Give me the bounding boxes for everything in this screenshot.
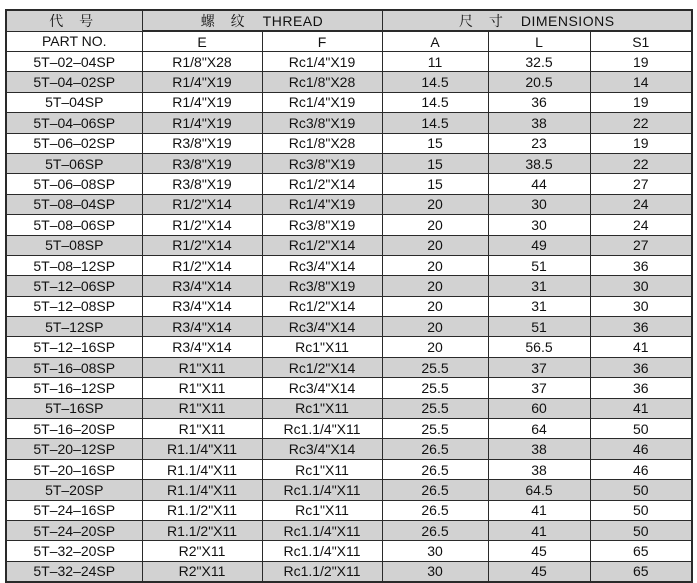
thread-e-cell: R3/4"X14 <box>142 276 262 296</box>
part-no-cell: 5T–08–12SP <box>6 255 142 275</box>
dim-a-cell: 14.5 <box>382 72 488 92</box>
dim-l-cell: 41 <box>488 520 590 540</box>
part-no-cell: 5T–08–06SP <box>6 215 142 235</box>
dim-s1-cell: 50 <box>590 419 692 439</box>
part-no-cell: 5T–04–06SP <box>6 113 142 133</box>
dim-s1-cell: 36 <box>590 378 692 398</box>
dim-a-cell: 26.5 <box>382 439 488 459</box>
dim-s1-cell: 19 <box>590 133 692 153</box>
table-row <box>6 153 692 173</box>
dim-s1-cell: 65 <box>590 541 692 561</box>
thread-e-cell: R3/8"X19 <box>142 133 262 153</box>
thread-e-cell: R3/4"X14 <box>142 296 262 316</box>
thread-en-label: THREAD <box>262 12 324 29</box>
col-l-header: L <box>488 31 590 52</box>
thread-f-cell: Rc3/4"X14 <box>262 255 382 275</box>
dim-a-cell: 20 <box>382 194 488 214</box>
dim-l-cell: 38.5 <box>488 153 590 173</box>
thread-f-cell: Rc3/8"X19 <box>262 113 382 133</box>
dim-a-cell: 20 <box>382 235 488 255</box>
dim-s1-cell: 36 <box>590 317 692 337</box>
dim-l-cell: 51 <box>488 317 590 337</box>
dim-l-cell: 38 <box>488 439 590 459</box>
thread-f-cell: Rc1/4"X19 <box>262 194 382 214</box>
table-row <box>6 296 692 316</box>
thread-f-cell: Rc1"X11 <box>262 500 382 520</box>
thread-e-cell: R1/4"X19 <box>142 92 262 112</box>
dim-l-cell: 30 <box>488 194 590 214</box>
dim-l-cell: 45 <box>488 541 590 561</box>
table-body <box>6 52 692 583</box>
dim-s1-cell: 19 <box>590 52 692 72</box>
dim-a-cell: 15 <box>382 133 488 153</box>
table-row <box>6 520 692 540</box>
dim-l-cell: 36 <box>488 92 590 112</box>
thread-e-cell: R2"X11 <box>142 561 262 582</box>
thread-e-cell: R3/8"X19 <box>142 174 262 194</box>
col-f-header: F <box>262 31 382 52</box>
thread-e-cell: R1"X11 <box>142 378 262 398</box>
dim-l-cell: 23 <box>488 133 590 153</box>
col-e-header: E <box>142 31 262 52</box>
dimensions-group-header <box>382 10 692 31</box>
thread-e-cell: R1/2"X14 <box>142 255 262 275</box>
thread-e-cell: R1.1/4"X11 <box>142 459 262 479</box>
thread-e-cell: R1/4"X19 <box>142 72 262 92</box>
thread-f-cell: Rc1/8"X28 <box>262 133 382 153</box>
thread-f-cell: Rc3/4"X14 <box>262 439 382 459</box>
dim-l-cell: 64.5 <box>488 480 590 500</box>
dim-l-cell: 44 <box>488 174 590 194</box>
part-no-cell: 5T–32–20SP <box>6 541 142 561</box>
table-row <box>6 357 692 377</box>
dim-s1-cell: 22 <box>590 153 692 173</box>
part-no-cell: 5T–12SP <box>6 317 142 337</box>
table-row <box>6 541 692 561</box>
table-row <box>6 174 692 194</box>
table-row <box>6 439 692 459</box>
part-no-cell: 5T–08SP <box>6 235 142 255</box>
thread-group-header <box>142 10 382 31</box>
dim-s1-cell: 30 <box>590 296 692 316</box>
thread-e-cell: R2"X11 <box>142 541 262 561</box>
part-no-cell: 5T–16SP <box>6 398 142 418</box>
dim-s1-cell: 46 <box>590 439 692 459</box>
dim-a-cell: 26.5 <box>382 520 488 540</box>
thread-f-cell: Rc3/4"X14 <box>262 378 382 398</box>
part-no-cell: 5T–16–12SP <box>6 378 142 398</box>
part-no-cell: 5T–08–04SP <box>6 194 142 214</box>
thread-e-cell: R1/2"X14 <box>142 215 262 235</box>
table-row <box>6 72 692 92</box>
thread-f-cell: Rc3/8"X19 <box>262 153 382 173</box>
thread-f-cell: Rc3/8"X19 <box>262 276 382 296</box>
part-no-cell: 5T–02–04SP <box>6 52 142 72</box>
dim-a-cell: 25.5 <box>382 357 488 377</box>
thread-e-cell: R1/2"X14 <box>142 194 262 214</box>
dim-l-cell: 38 <box>488 113 590 133</box>
part-no-cell: 5T–32–24SP <box>6 561 142 582</box>
part-no-cell: 5T–24–20SP <box>6 520 142 540</box>
table-row <box>6 378 692 398</box>
dim-l-cell: 64 <box>488 419 590 439</box>
thread-f-cell: Rc3/4"X14 <box>262 317 382 337</box>
part-no-cell: 5T–04–02SP <box>6 72 142 92</box>
thread-e-cell: R1/8"X28 <box>142 52 262 72</box>
dim-l-cell: 20.5 <box>488 72 590 92</box>
thread-e-cell: R3/4"X14 <box>142 337 262 357</box>
dim-a-cell: 30 <box>382 541 488 561</box>
thread-e-cell: R1.1/4"X11 <box>142 480 262 500</box>
part-no-cell: 5T–16–20SP <box>6 419 142 439</box>
dim-a-cell: 20 <box>382 296 488 316</box>
dim-a-cell: 15 <box>382 153 488 173</box>
dim-l-cell: 51 <box>488 255 590 275</box>
table-row <box>6 480 692 500</box>
table-row <box>6 133 692 153</box>
thread-f-cell: Rc1/8"X28 <box>262 72 382 92</box>
dim-s1-cell: 14 <box>590 72 692 92</box>
part-no-cell: 5T–20–16SP <box>6 459 142 479</box>
dim-a-cell: 20 <box>382 215 488 235</box>
dim-s1-cell: 50 <box>590 520 692 540</box>
dim-a-cell: 25.5 <box>382 398 488 418</box>
part-no-cell: 5T–16–08SP <box>6 357 142 377</box>
thread-f-cell: Rc1.1/4"X11 <box>262 419 382 439</box>
thread-e-cell: R3/8"X19 <box>142 153 262 173</box>
dim-s1-cell: 36 <box>590 255 692 275</box>
table-row <box>6 398 692 418</box>
dim-l-cell: 38 <box>488 459 590 479</box>
part-no-cell: 5T–04SP <box>6 92 142 112</box>
thread-f-cell: Rc1"X11 <box>262 398 382 418</box>
thread-e-cell: R1.1/2"X11 <box>142 520 262 540</box>
table-row <box>6 459 692 479</box>
thread-e-cell: R1.1/2"X11 <box>142 500 262 520</box>
col-s1-header: S1 <box>590 31 692 52</box>
dim-a-cell: 20 <box>382 337 488 357</box>
thread-e-cell: R1"X11 <box>142 357 262 377</box>
part-no-cell: 5T–06–08SP <box>6 174 142 194</box>
thread-f-cell: Rc1.1/4"X11 <box>262 541 382 561</box>
dim-a-cell: 14.5 <box>382 113 488 133</box>
table-row <box>6 317 692 337</box>
table-row <box>6 337 692 357</box>
part-no-header: PART NO. <box>6 31 142 52</box>
thread-e-cell: R1/2"X14 <box>142 235 262 255</box>
table-header <box>6 10 692 52</box>
dim-s1-cell: 65 <box>590 561 692 582</box>
table-row <box>6 276 692 296</box>
thread-f-cell: Rc1"X11 <box>262 337 382 357</box>
table-row <box>6 215 692 235</box>
dim-s1-cell: 27 <box>590 174 692 194</box>
thread-e-cell: R1"X11 <box>142 419 262 439</box>
dim-a-cell: 14.5 <box>382 92 488 112</box>
dim-l-cell: 31 <box>488 276 590 296</box>
thread-e-cell: R1/4"X19 <box>142 113 262 133</box>
part-no-cell: 5T–20–12SP <box>6 439 142 459</box>
thread-f-cell: Rc1/4"X19 <box>262 52 382 72</box>
table-row <box>6 419 692 439</box>
dim-a-cell: 20 <box>382 317 488 337</box>
part-no-cell: 5T–12–16SP <box>6 337 142 357</box>
dim-l-cell: 45 <box>488 561 590 582</box>
dim-a-cell: 15 <box>382 174 488 194</box>
dim-a-cell: 11 <box>382 52 488 72</box>
part-no-cell: 5T–06SP <box>6 153 142 173</box>
table-row <box>6 500 692 520</box>
header-row-group <box>6 10 692 31</box>
dim-l-cell: 41 <box>488 500 590 520</box>
dim-s1-cell: 36 <box>590 357 692 377</box>
thread-f-cell: Rc1/2"X14 <box>262 296 382 316</box>
dim-a-cell: 26.5 <box>382 459 488 479</box>
table-row <box>6 92 692 112</box>
dim-s1-cell: 50 <box>590 480 692 500</box>
thread-cn-label: 螺 纹 <box>200 12 251 29</box>
dim-cn-label: 尺 寸 <box>458 12 509 29</box>
part-no-cell: 5T–12–06SP <box>6 276 142 296</box>
thread-f-cell: Rc1/2"X14 <box>262 357 382 377</box>
dim-l-cell: 30 <box>488 215 590 235</box>
dim-l-cell: 56.5 <box>488 337 590 357</box>
dim-s1-cell: 24 <box>590 215 692 235</box>
thread-f-cell: Rc1.1/2"X11 <box>262 561 382 582</box>
part-no-cell: 5T–20SP <box>6 480 142 500</box>
table-row <box>6 235 692 255</box>
dim-a-cell: 26.5 <box>382 500 488 520</box>
part-code-cn-header: 代 号 <box>6 10 142 31</box>
dim-a-cell: 25.5 <box>382 378 488 398</box>
table-row <box>6 194 692 214</box>
dim-l-cell: 31 <box>488 296 590 316</box>
dim-l-cell: 49 <box>488 235 590 255</box>
dim-l-cell: 60 <box>488 398 590 418</box>
thread-e-cell: R1.1/4"X11 <box>142 439 262 459</box>
dim-s1-cell: 24 <box>590 194 692 214</box>
table-row <box>6 255 692 275</box>
dim-l-cell: 37 <box>488 378 590 398</box>
dim-s1-cell: 27 <box>590 235 692 255</box>
col-a-header: A <box>382 31 488 52</box>
dim-s1-cell: 46 <box>590 459 692 479</box>
dim-s1-cell: 19 <box>590 92 692 112</box>
dim-a-cell: 30 <box>382 561 488 582</box>
thread-f-cell: Rc1/2"X14 <box>262 174 382 194</box>
table-row <box>6 113 692 133</box>
thread-f-cell: Rc1.1/4"X11 <box>262 520 382 540</box>
table-row <box>6 52 692 72</box>
dim-l-cell: 32.5 <box>488 52 590 72</box>
dim-s1-cell: 41 <box>590 337 692 357</box>
thread-e-cell: R3/4"X14 <box>142 317 262 337</box>
header-row-columns <box>6 31 692 52</box>
thread-f-cell: Rc1.1/4"X11 <box>262 480 382 500</box>
table-row <box>6 561 692 582</box>
dim-a-cell: 20 <box>382 255 488 275</box>
dim-s1-cell: 50 <box>590 500 692 520</box>
spec-table <box>5 9 693 583</box>
dim-s1-cell: 41 <box>590 398 692 418</box>
spec-table-container <box>5 9 691 583</box>
dim-l-cell: 37 <box>488 357 590 377</box>
dim-a-cell: 20 <box>382 276 488 296</box>
dim-s1-cell: 30 <box>590 276 692 296</box>
part-no-cell: 5T–12–08SP <box>6 296 142 316</box>
dim-s1-cell: 22 <box>590 113 692 133</box>
thread-f-cell: Rc1/2"X14 <box>262 235 382 255</box>
part-no-cell: 5T–24–16SP <box>6 500 142 520</box>
thread-e-cell: R1"X11 <box>142 398 262 418</box>
dim-a-cell: 25.5 <box>382 419 488 439</box>
thread-f-cell: Rc1/4"X19 <box>262 92 382 112</box>
part-no-cell: 5T–06–02SP <box>6 133 142 153</box>
thread-f-cell: Rc3/8"X19 <box>262 215 382 235</box>
dim-en-label: DIMENSIONS <box>520 12 615 29</box>
thread-f-cell: Rc1"X11 <box>262 459 382 479</box>
dim-a-cell: 26.5 <box>382 480 488 500</box>
